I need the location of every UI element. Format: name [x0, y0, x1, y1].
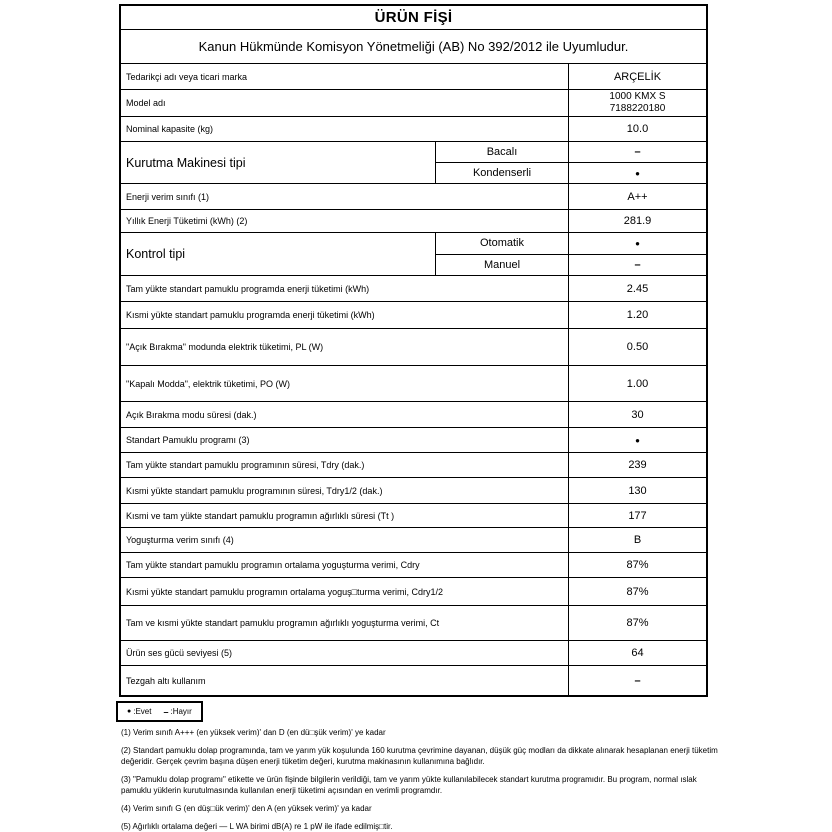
- model-code: 7188220180: [609, 103, 666, 114]
- row-value: [568, 90, 706, 116]
- table-row-condensation-partial: [121, 578, 706, 606]
- row-label: Standart Pamuklu programı (3): [126, 435, 250, 445]
- table-row-model: [121, 90, 706, 117]
- row-label: Kısmi yükte standart pamuklu programının süresi, Tdry1/2 (dak.): [126, 485, 383, 496]
- footnote-1: (1) Verim sınıfı A+++ (en yüksek verim)' dan D (en dü□şük verim)' ye kadar: [121, 728, 386, 737]
- row-value: 177: [568, 504, 706, 527]
- table-row-left-on-power: [121, 329, 706, 366]
- subrow-label: Kondenserli: [435, 163, 568, 183]
- regulation-subtitle: Kanun Hükmünde Komisyon Yönetmeliği (AB) No 392/2012 ile Uyumludur.: [198, 39, 629, 54]
- row-value: 281.9: [568, 210, 706, 232]
- row-label: Yıllık Enerji Tüketimi (kWh) (2): [126, 216, 248, 226]
- subrow-value: –: [568, 255, 706, 276]
- row-label: "Kapalı Modda", elektrik tüketimi, PO (W): [126, 378, 290, 389]
- footnote-5: (5) Ağırlıklı ortalama değeri — L WA birimi dB(A) re 1 pW ile ifade edilmiş□tir.: [121, 822, 393, 831]
- footnote-4: (4) Verim sınıfı G (en düş□ük verim)' den A (en yüksek verim)' ya kadar: [121, 804, 372, 813]
- row-value: 64: [568, 641, 706, 665]
- table-row-capacity: [121, 117, 706, 142]
- row-label: Nominal kapasite (kg): [126, 124, 214, 134]
- table-group-row-control-type: [121, 233, 706, 276]
- row-label: Tam yükte standart pamuklu programın ortalama yoguşturma verimi, Cdry: [126, 560, 420, 570]
- footnote-2: (2) Standart pamuklu dolap programında, tam ve yarım yük koşulunda 160 kurutma çevrimine dayanan, düşük güç modları da dikkate alınarak hesaplanan enerji tüketim değeridir. Gerçek çevrim başına düşen enerji tüketim değeri, kurutma makinasının kullanımına bağlıdır.: [121, 746, 718, 766]
- row-label: Açık Bırakma modu süresi (dak.): [126, 409, 257, 420]
- table-row-annual-energy: [121, 210, 706, 233]
- table-subrow: [435, 163, 706, 183]
- table-row-off-mode-power: [121, 366, 706, 402]
- row-label: Tedarikçi adı veya ticari marka: [126, 71, 248, 82]
- row-value: 87%: [568, 606, 706, 640]
- row-label: Tam yükte standart pamuklu programda enerji tüketimi (kWh): [126, 283, 370, 294]
- row-value: A++: [568, 184, 706, 209]
- table-row-condensation-full: [121, 553, 706, 578]
- subrow-value: –: [568, 142, 706, 162]
- table-group-row-dryer-type: [121, 142, 706, 184]
- subrow-label: Manuel: [435, 255, 568, 276]
- title-row: [121, 6, 706, 30]
- row-label: Tezgah altı kullanım: [126, 675, 206, 686]
- page-title: ÜRÜN FİŞİ: [374, 9, 453, 26]
- row-value: ●: [568, 428, 706, 452]
- model-name: 1000 KMX S: [609, 91, 666, 102]
- row-value: ARÇELİK: [568, 64, 706, 89]
- row-label: "Açık Bırakma" modunda elektrik tüketimi, PL (W): [126, 342, 324, 352]
- legend-no-label: :Hayır: [170, 707, 192, 716]
- table-row-standard-cotton-programme: [121, 428, 706, 453]
- row-label: Enerji verim sınıfı (1): [126, 191, 210, 202]
- row-label: Yoguşturma verim sınıfı (4): [126, 535, 234, 545]
- legend-box: [116, 701, 203, 722]
- table-row-sound-power: [121, 641, 706, 666]
- row-value: 130: [568, 478, 706, 503]
- subrow-value: ●: [568, 233, 706, 254]
- footnote-3: (3) "Pamuklu dolap programı" etikette ve ürün fişinde bilgilerin verildiği, tam ve yarım yükte kullanılabilecek standart kurutma programıdır. Bu program, normal ıslak pamuklu yüklerin kurutulmasında kullanılan enerji tüketimi açısından en verimli programdır.: [121, 775, 697, 795]
- row-value: 2.45: [568, 276, 706, 301]
- row-label: Kısmi yükte standart pamuklu programın ortalama yoguş□turma verimi, Cdry1/2: [126, 586, 444, 597]
- table-row-partial-load-energy: [121, 302, 706, 329]
- row-label: Kısmi yükte standart pamuklu programda enerji tüketimi (kWh): [126, 310, 375, 320]
- row-label: Tam ve kısmi yükte standart pamuklu programın ağırlıklı yoguşturma verimi, Ct: [126, 618, 440, 628]
- group-label: Kontrol tipi: [126, 247, 186, 261]
- row-value: 10.0: [568, 117, 706, 141]
- legend-no: [163, 707, 191, 717]
- row-label: Model adı: [126, 98, 166, 108]
- row-value: 87%: [568, 578, 706, 605]
- row-value: B: [568, 528, 706, 552]
- table-row-full-load-energy: [121, 276, 706, 302]
- group-subrows: [435, 142, 706, 183]
- footnotes: [121, 727, 727, 832]
- table-row-left-on-duration: [121, 402, 706, 428]
- subrow-value: ●: [568, 163, 706, 183]
- table-subrow: [435, 233, 706, 255]
- table-row-weighted-duration: [121, 504, 706, 528]
- row-value: 30: [568, 402, 706, 427]
- table-row-condensation-weighted: [121, 606, 706, 641]
- fiche-table: [119, 4, 708, 697]
- row-value: 1.20: [568, 302, 706, 328]
- table-row-supplier: [121, 64, 706, 90]
- table-row-partial-load-duration: [121, 478, 706, 504]
- table-subrow: [435, 255, 706, 276]
- table-subrow: [435, 142, 706, 163]
- filled-circle-icon: ●: [127, 708, 132, 715]
- row-value: 0.50: [568, 329, 706, 365]
- legend-yes-label: :Evet: [133, 707, 152, 716]
- subtitle-row: [121, 30, 706, 64]
- table-row-condensation-class: [121, 528, 706, 553]
- dash-icon: –: [163, 706, 169, 717]
- group-label: Kurutma Makinesi tipi: [126, 155, 246, 170]
- row-label: Ürün ses gücü seviyesi (5): [126, 648, 233, 658]
- subrow-label: Bacalı: [435, 142, 568, 162]
- table-row-energy-class: [121, 184, 706, 210]
- group-subrows: [435, 233, 706, 275]
- row-value: 1.00: [568, 366, 706, 401]
- row-value: 87%: [568, 553, 706, 577]
- subrow-label: Otomatik: [435, 233, 568, 254]
- table-row-full-load-duration: [121, 453, 706, 478]
- row-label: Kısmi ve tam yükte standart pamuklu programın ağırlıklı süresi (Tt ): [126, 510, 395, 521]
- row-label: Tam yükte standart pamuklu programının süresi, Tdry (dak.): [126, 460, 365, 470]
- table-row-built-under: [121, 666, 706, 695]
- row-value: 239: [568, 453, 706, 477]
- legend-yes: [127, 707, 151, 716]
- row-value: –: [568, 666, 706, 695]
